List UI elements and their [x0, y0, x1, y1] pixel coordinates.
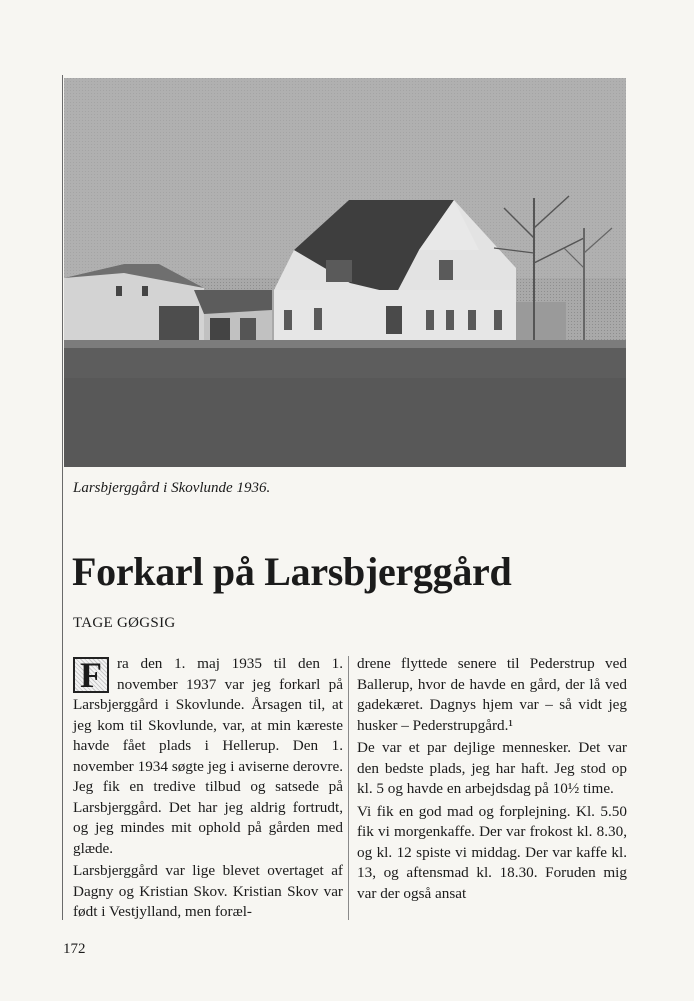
- text-column-left: [73, 654, 343, 925]
- text-column-right: [357, 654, 627, 906]
- column-divider: [348, 656, 349, 920]
- paragraph: Vi fik en god mad og forplejning. Kl. 5.50 fik vi morgenkaffe. Der var frokost kl. 8.30, og kl. 12 spiste vi middag. Der var kaffe kl. 13, og aftensmad kl. 18.30. Foruden mig var der også ansat: [357, 802, 627, 902]
- farmhouse-photo: [64, 78, 626, 467]
- paragraph: Larsbjerggård var lige blevet overtaget af Dagny og Kristian Skov. Kristian Skov var født i Vestjylland, men foræl-: [73, 862, 343, 920]
- article-title: Forkarl på Larsbjerggård: [72, 549, 512, 594]
- page-number: 172: [63, 941, 86, 957]
- paragraph: drene flyttede senere til Pederstrup ved Ballerup, hvor de havde en gård, der lå ved gadekæret. Dagnys hjem var – så vidt jeg husker – Pederstrupgård.¹: [357, 655, 627, 734]
- article-author: TAGE GØGSIG: [73, 615, 176, 631]
- page-frame-line: [62, 75, 63, 920]
- drop-cap: F: [73, 657, 109, 693]
- paragraph: F ra den 1. maj 1935 til den 1. november 1937 var jeg forkarl på Larsbjerggård i Skovlunde. Årsagen til, at jeg kom til Skovlunde, var, at min kæreste havde fået plads i Hellerup. Den 1. november 1934 søgte jeg i aviserne derovre. Jeg fik en tredive tilbud og satsede på Larsbjerggård. Det har jeg aldrig fortrudt, og jeg mindes mit ophold på gården med glæde.: [73, 655, 343, 857]
- figure-caption: Larsbjerggård i Skovlunde 1936.: [73, 480, 271, 496]
- paragraph: De var et par dejlige mennesker. Det var den bedste plads, jeg har haft. Jeg stod op kl. 5 og havde en arbejdsdag på 10½ time.: [357, 739, 627, 797]
